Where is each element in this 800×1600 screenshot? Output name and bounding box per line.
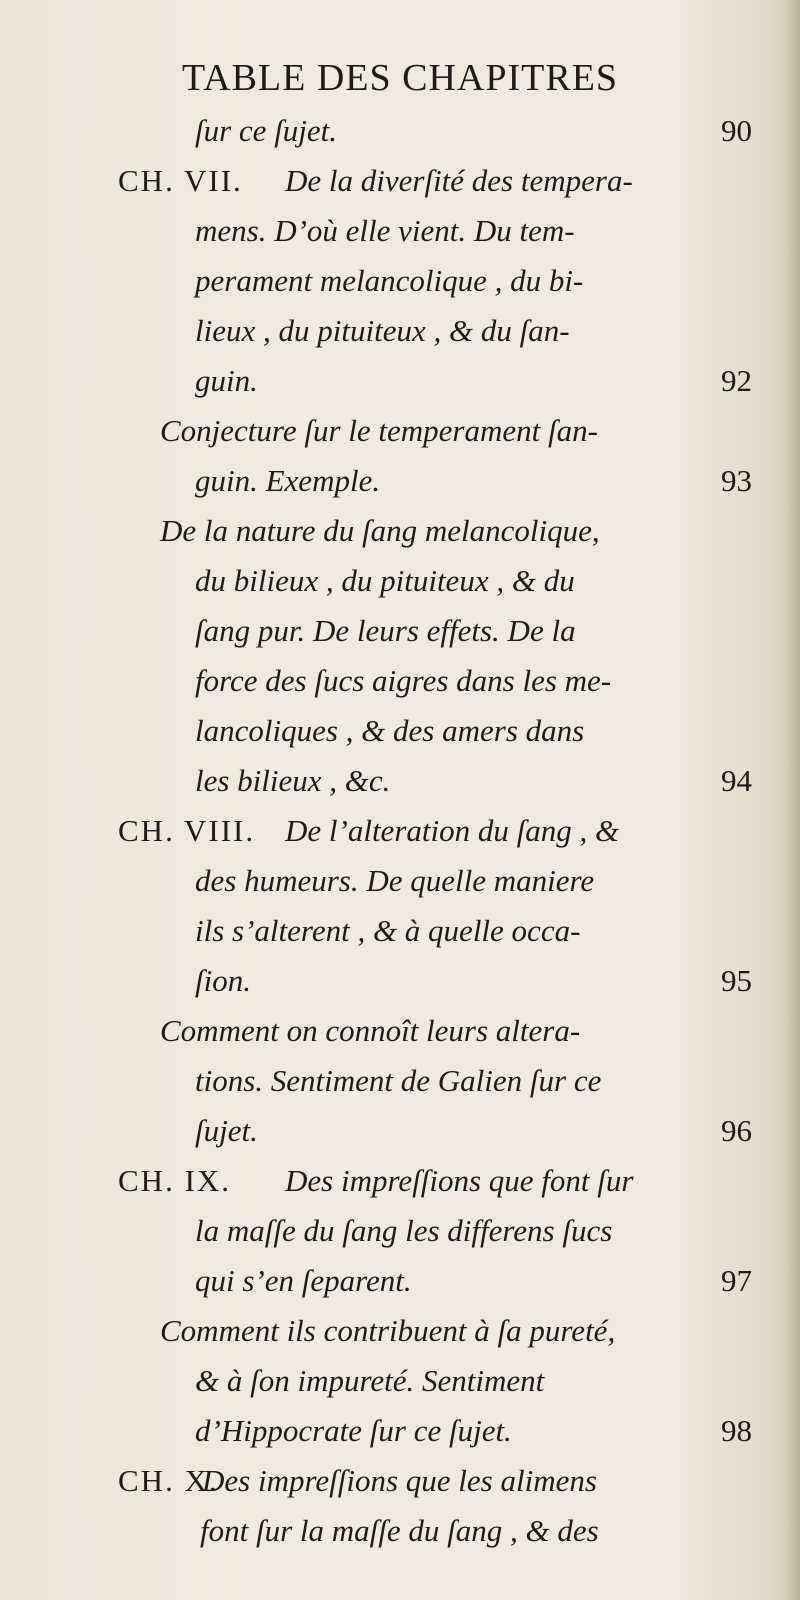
toc-line	[0, 556, 800, 606]
toc-entry-text: ſujet.	[195, 1113, 258, 1148]
toc-entry-text: les bilieux , &c.	[195, 763, 391, 798]
toc-line	[0, 656, 800, 706]
toc-line	[0, 756, 800, 806]
toc-entry-text: la maſſe du ſang les differens ſucs	[195, 1213, 613, 1248]
page-header: TABLE DES CHAPITRES	[181, 57, 619, 99]
toc-entry-text: qui s’en ſeparent.	[195, 1263, 412, 1298]
toc-line	[0, 1056, 800, 1106]
chapter-number: CH. X.	[118, 1463, 219, 1498]
toc-entry-text: perament melancolique , du bi-	[195, 263, 584, 298]
toc-line	[0, 706, 800, 756]
toc-line	[0, 1006, 800, 1056]
toc-entry-text: guin.	[195, 363, 258, 398]
toc-line	[0, 356, 800, 406]
toc-entry-text: force des ſucs aigres dans les me-	[195, 663, 612, 698]
page-number: 98	[721, 1413, 752, 1448]
toc-line	[0, 206, 800, 256]
chapter-number: CH. VII.	[118, 163, 243, 198]
toc-entry-text: Des impreſſions que font ſur	[285, 1163, 634, 1198]
toc-line	[0, 956, 800, 1006]
toc-line	[0, 1406, 800, 1456]
toc-line	[0, 906, 800, 956]
chapter-number: CH. VIII.	[118, 813, 256, 848]
toc-line	[0, 1356, 800, 1406]
page-number: 95	[721, 963, 752, 998]
toc-line	[0, 1106, 800, 1156]
toc-entry-text: Comment ils contribuent à ſa pureté,	[160, 1313, 616, 1348]
toc-entry-text: lancoliques , & des amers dans	[195, 713, 585, 748]
toc-line	[0, 1306, 800, 1356]
toc-entry-text: De la nature du ſang melancolique,	[160, 513, 600, 548]
page-number: 92	[721, 363, 752, 398]
toc-entry-text: ſion.	[195, 963, 251, 998]
toc-entry-text: du bilieux , du pituiteux , & du	[195, 563, 575, 598]
toc-line	[0, 1156, 800, 1206]
toc-line	[0, 1506, 800, 1556]
toc-entry-text: mens. D’où elle vient. Du tem-	[195, 213, 575, 248]
toc-line	[0, 156, 800, 206]
page-number: 94	[721, 763, 752, 798]
toc-line	[0, 506, 800, 556]
toc-line	[0, 306, 800, 356]
toc-entry-text: ſang pur. De leurs effets. De la	[195, 613, 576, 648]
toc-line	[0, 606, 800, 656]
toc-line	[0, 456, 800, 506]
toc-entry-text: Conjecture ſur le temperament ſan-	[160, 413, 598, 448]
toc-entry-text: des humeurs. De quelle maniere	[195, 863, 595, 898]
toc-entry-text: De l’alteration du ſang , &	[285, 813, 620, 848]
page-number: 97	[721, 1263, 752, 1298]
page-number: 90	[721, 113, 752, 148]
toc-entry-text: Des impreſſions que les alimens	[202, 1463, 597, 1498]
toc-line	[0, 406, 800, 456]
chapter-number: CH. IX.	[118, 1163, 232, 1198]
toc-line	[0, 256, 800, 306]
toc-line	[0, 1456, 800, 1506]
toc-line	[0, 106, 800, 156]
toc-line	[0, 806, 800, 856]
page-number: 96	[721, 1113, 752, 1148]
toc-entry-text: ils s’alterent , & à quelle occa-	[195, 913, 581, 948]
toc-entry-text: lieux , du pituiteux , & du ſan-	[195, 313, 570, 348]
toc-entry-text: De la diverſité des tempera-	[285, 163, 633, 198]
toc-entry-text: ſur ce ſujet.	[195, 113, 338, 148]
toc-entry-text: Comment on connoît leurs altera-	[160, 1013, 581, 1048]
toc-entry-text: d’Hippocrate ſur ce ſujet.	[195, 1413, 512, 1448]
page-number: 93	[721, 463, 752, 498]
toc-entry-text: & à ſon impureté. Sentiment	[195, 1363, 545, 1398]
toc-line	[0, 856, 800, 906]
toc-entry-text: guin. Exemple.	[195, 463, 381, 498]
toc-line	[0, 1206, 800, 1256]
toc-line	[0, 1256, 800, 1306]
toc-entry-text: font ſur la maſſe du ſang , & des	[200, 1513, 599, 1548]
toc-entry-text: tions. Sentiment de Galien ſur ce	[195, 1063, 602, 1098]
